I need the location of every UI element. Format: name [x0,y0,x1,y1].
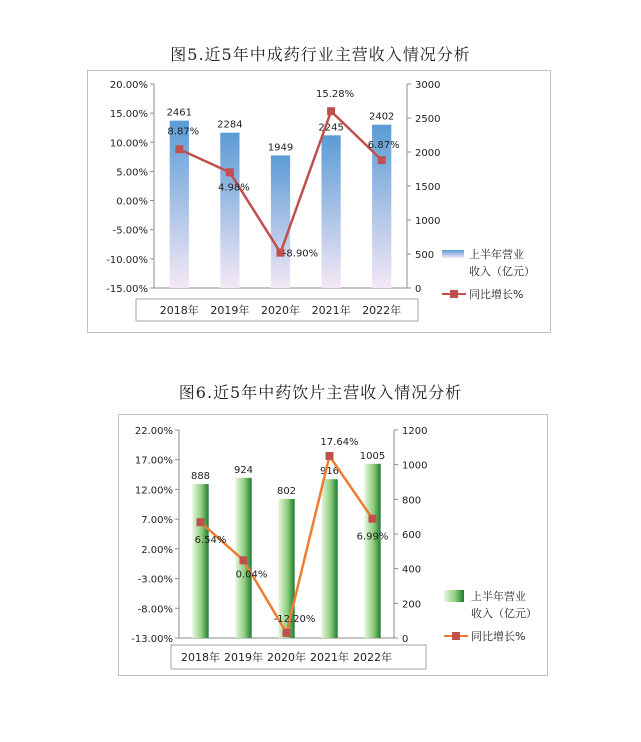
left-tick-label: -13.00% [131,634,173,645]
bar-value-label: 1949 [267,142,294,154]
right-tick-label: 1200 [402,426,428,437]
bar-value-label: 888 [190,471,211,483]
growth-label: 8.87% [167,126,200,138]
category-label: 2021年 [310,651,349,664]
category-label: 2020年 [261,304,300,317]
growth-marker [327,107,335,115]
left-tick-label: 17.00% [134,455,173,467]
bar-value-label: 802 [276,485,297,497]
legend-line-label: 同比增长% [471,630,526,643]
legend-bar-label-line1: 上半年营业 [469,248,524,261]
legend-marker-swatch [452,632,460,640]
category-label: 2022年 [362,304,402,317]
growth-marker [226,168,234,176]
left-tick-label: -8.00% [137,604,173,616]
bar [321,479,337,638]
growth-marker [197,518,205,526]
category-label: 2019年 [224,651,263,664]
bar [192,484,208,638]
growth-label: -8.90% [282,248,319,260]
chart1-svg [88,71,550,332]
growth-label: -12.20% [273,613,316,625]
growth-label: 6.99% [356,531,389,543]
right-tick-label: 200 [402,599,422,611]
category-label: 2019年 [210,304,250,317]
legend-bar-swatch [444,590,464,602]
chart1-title: 图5.近5年中成药行业主营收入情况分析 [170,45,471,64]
growth-marker [369,515,377,523]
growth-label: 4.98% [218,182,250,194]
right-tick-label: 1000 [415,216,441,227]
right-tick-label: 0 [415,284,422,295]
left-tick-label: -3.00% [137,574,173,586]
left-tick-label: 20.00% [109,80,148,91]
legend-bar-label-line2: 收入（亿元） [469,265,535,278]
legend-marker-swatch [450,290,458,298]
growth-marker [283,629,291,637]
bar-value-label: 2402 [368,111,395,123]
bar-value-label: 2245 [318,122,344,134]
bar [364,464,380,638]
chart2-svg [119,415,547,675]
growth-marker [240,556,248,564]
left-tick-label: 15.00% [109,109,148,121]
right-tick-label: 2500 [415,114,441,125]
right-tick-label: 500 [415,250,435,261]
growth-marker [378,156,386,164]
right-tick-label: 3000 [415,80,441,91]
bar-value-label: 924 [233,464,254,476]
legend-bar-swatch [442,250,464,258]
right-tick-label: 400 [402,564,422,576]
legend-bar-label-line2: 收入（亿元） [471,607,537,620]
growth-label: 15.28% [316,89,355,101]
category-label: 2020年 [267,651,306,664]
left-tick-label: 22.00% [134,426,173,437]
right-tick-label: 1500 [415,182,441,193]
right-tick-label: 800 [402,495,422,507]
left-tick-label: 12.00% [134,485,173,497]
bar-value-label: 916 [319,466,340,478]
growth-label: 6.54% [194,535,227,547]
growth-marker [175,145,183,153]
bar-value-label: 2284 [217,119,243,131]
category-label: 2022年 [353,651,392,664]
bar-value-label: 1005 [359,450,386,462]
right-tick-label: 0 [402,634,409,645]
left-tick-label: 0.00% [116,196,148,208]
growth-label: 17.64% [320,437,359,448]
right-tick-label: 1000 [402,460,428,472]
legend-bar-label-line1: 上半年营业 [471,590,526,603]
category-label: 2018年 [181,651,220,664]
growth-label: 0.04% [235,569,268,581]
chart2-frame [118,414,548,676]
chart2-title: 图6.近5年中药饮片主营收入情况分析 [178,383,463,402]
right-tick-label: 2000 [415,148,441,159]
left-tick-label: 10.00% [109,138,148,150]
chart1-frame [87,70,551,333]
growth-label: 6.87% [367,140,400,152]
left-tick-label: -15.00% [106,284,148,295]
category-label: 2018年 [159,304,199,317]
right-tick-label: 600 [402,530,422,541]
growth-marker [326,452,334,460]
left-tick-label: -5.00% [112,225,148,237]
legend-line-label: 同比增长% [469,288,524,301]
left-tick-label: 5.00% [116,167,148,179]
left-tick-label: 7.00% [141,515,173,527]
bar-value-label: 2461 [166,107,193,119]
left-tick-label: -10.00% [106,254,148,266]
bar [220,133,239,288]
bar [321,135,340,288]
bar [271,155,290,288]
category-label: 2021年 [311,304,351,317]
left-tick-label: 2.00% [141,544,173,556]
